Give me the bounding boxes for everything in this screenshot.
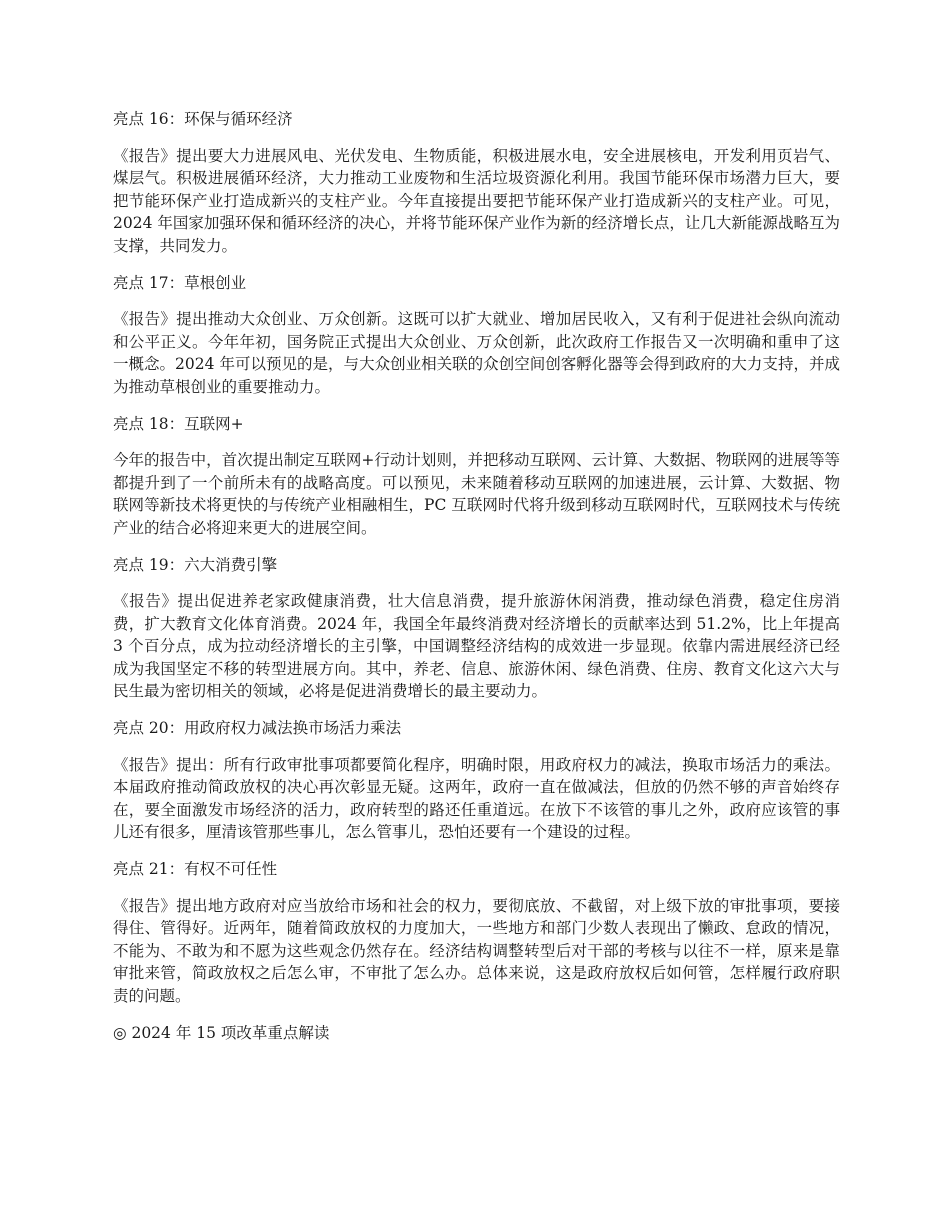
section-body-20: 《报告》提出：所有行政审批事项都要简化程序，明确时限，用政府权力的减法，换取市场活力的乘法。本届政府推动简政放权的决心再次彰显无疑。这两年，政府一直在做减法，但放的仍然不够的声音始终存在，要全面激发市场经济的活力，政府转型的路还任重道远。在放下不该管的事儿之外，政府应该管的事儿还有很多，厘清该管那些事儿，怎么管事儿，恐怕还要有一个建设的过程。 <box>113 755 840 842</box>
section-heading-17: 亮点 17：草根创业 <box>113 273 247 292</box>
section-body-18: 今年的报告中，首次提出制定互联网+行动计划则，并把移动互联网、云计算、大数据、物联网的进展等等都提升到了一个前所未有的战略高度。可以预见，未来随着移动互联网的加速进展，云计算、大数据、物联网等新技术将更快的与传统产业相融相生，PC 互联网时代将升级到移动互联网时代，互联网技术与传统产业的结合必将迎来更大的进展空间。 <box>113 451 840 537</box>
section-body-17: 《报告》提出推动大众创业、万众创新。这既可以扩大就业、增加居民收入，又有利于促进社会纵向流动和公平正义。今年年初，国务院正式提出大众创业、万众创新，此次政府工作报告又一次明确和重申了这一概念。2024 年可以预见的是，与大众创业相关联的众创空间创客孵化器等会得到政府的大力支持，并成为推动草根创业的重要推动力。 <box>113 310 840 396</box>
section-body-16: 《报告》提出要大力进展风电、光伏发电、生物质能，积极进展水电，安全进展核电，开发利用页岩气、煤层气。积极进展循环经济，大力推动工业废物和生活垃圾资源化利用。我国节能环保市场潜力巨大，要把节能环保产业打造成新兴的支柱产业。今年直接提出要把节能环保产业打造成新兴的支柱产业。可见，2024 年国家加强环保和循环经济的决心，并将节能环保产业作为新的经济增长点，让几大新能源战略互为支撑，共同发力。 <box>113 146 840 255</box>
section-heading-18: 亮点 18：互联网+ <box>113 414 244 433</box>
section-heading-20: 亮点 20：用政府权力减法换市场活力乘法 <box>113 719 402 738</box>
footer-line: ◎ 2024 年 15 项改革重点解读 <box>113 1023 330 1042</box>
section-heading-19: 亮点 19：六大消费引擎 <box>113 555 278 574</box>
section-heading-16: 亮点 16：环保与循环经济 <box>113 110 293 128</box>
section-body-21: 《报告》提出地方政府对应当放给市场和社会的权力，要彻底放、不截留，对上级下放的审批事项，要接得住、管得好。近两年，随着简政放权的力度加大，一些地方和部门少数人表现出了懒政、怠政的情况，不能为、不敢为和不愿为这些观念仍然存在。经济结构调整转型后对干部的考核与以往不一样，原来是靠审批来管，简政放权之后怎么审，不审批了怎么办。总体来说，这是政府放权后如何管，怎样履行政府职责的问题。 <box>113 896 840 1005</box>
section-body-19: 《报告》提出促进养老家政健康消费，壮大信息消费，提升旅游休闲消费，推动绿色消费，稳定住房消费，扩大教育文化体育消费。2024 年，我国全年最终消费对经济增长的贡献率达到 51.2%，比上年提高 3 个百分点，成为拉动经济增长的主引擎，中国调整经济结构的成效进一步显现。依靠内需进展经济已经成为我国坚定不移的转型进展方向。其中，养老、信息、旅游休闲、绿色消费、住房、教育文化这六大与民生最为密切相关的领域，必将是促进消费增长的最主要动力。 <box>113 592 840 701</box>
section-heading-21: 亮点 21：有权不可任性 <box>113 860 278 879</box>
